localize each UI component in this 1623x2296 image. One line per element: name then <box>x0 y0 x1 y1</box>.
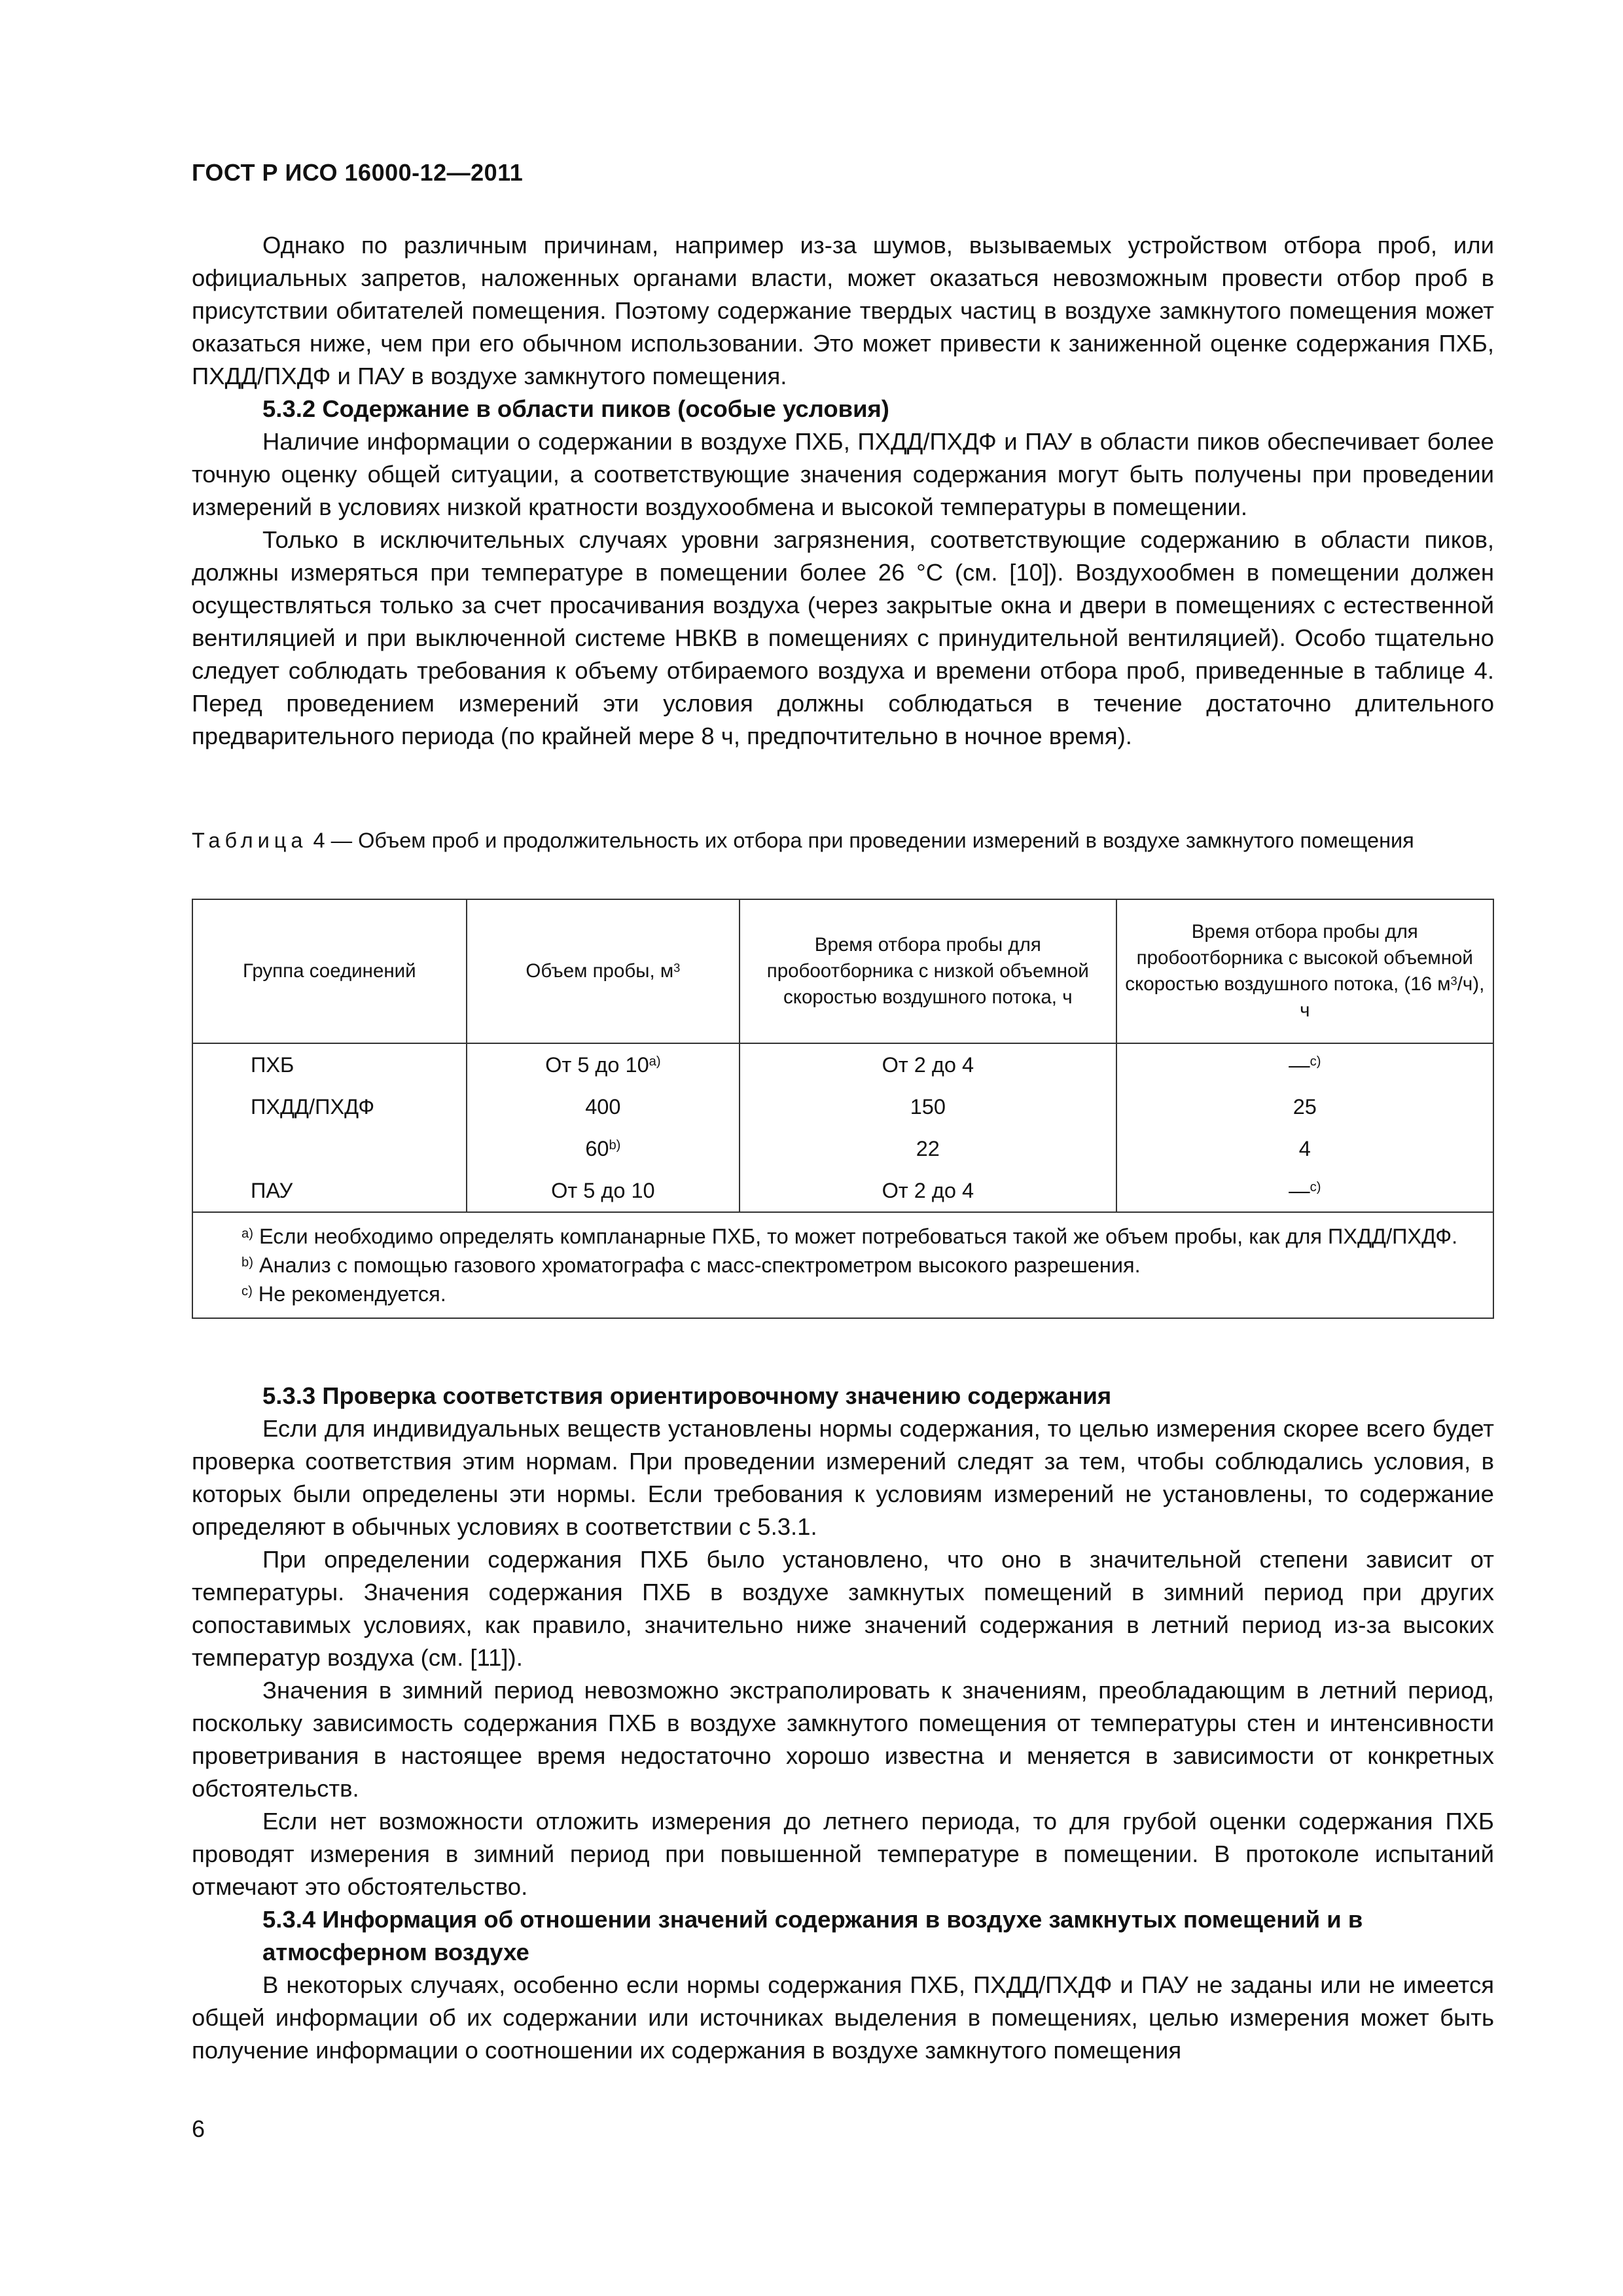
footnote-a: $^{a)}$ Если необходимо определять компланарные ПХБ, то может потребоваться такой же объем пробы, как для ПХДД/ПХДФ. <box>241 1225 1458 1248</box>
table-row <box>192 1128 1493 1170</box>
cell-high-flow: —$^{c)}$ <box>1116 1170 1493 1212</box>
header-high-flow: Время отбора пробы для пробоотборника с высокой объемной скоростью воздушного потока, (16 $м^3/ч$), ч <box>1116 899 1493 1043</box>
cell-low-flow: От 2 до 4 <box>740 1170 1116 1212</box>
section-5-3-4-heading: 5.3.4 Информация об отношении значений содержания в воздухе замкнутых помещений и в атмосферном воздухе <box>262 1906 1363 1965</box>
table-4-caption <box>192 826 1494 855</box>
section-5-3-2-paragraph-1: Наличие информации о содержании в воздухе ПХБ, ПХДД/ПХДФ и ПАУ в области пиков обеспечивает более точную оценку общей ситуации, а соответствующие значения содержания могут быть получены при проведении измерений в условиях низкой кратности воздухообмена и высокой температуры в помещении. <box>192 428 1494 520</box>
page-number: 6 <box>192 2115 205 2142</box>
cell-low-flow: От 2 до 4 <box>740 1043 1116 1086</box>
footnote-b: $^{b)}$ Анализ с помощью газового хроматографа с масс-спектрометром высокого разрешения. <box>241 1253 1141 1277</box>
table-header-row <box>192 899 1493 1043</box>
table-row <box>192 1170 1493 1212</box>
section-5-3-3-paragraph-1: Если для индивидуальных веществ установлены нормы содержания, то целью измерения скорее всего будет проверка соответствия этим нормам. При проведении измерений следят за тем, чтобы соблюдались условия, в которых были определены эти нормы. Если требования к условиям измерений не установлены, то содержание определяют в обычных условиях в соответствии с 5.3.1. <box>192 1415 1494 1540</box>
footnote-c: $^{c)}$ Не рекомендуется. <box>241 1282 446 1306</box>
header-volume: Объем пробы, $м^3$ <box>467 899 740 1043</box>
cell-volume: От 5 до 10$^{a)}$ <box>467 1043 740 1086</box>
header-group: Группа соединений <box>192 899 467 1043</box>
cell-volume: 60$^{b)}$ <box>467 1128 740 1170</box>
cell-group <box>192 1128 467 1170</box>
text-block-bottom <box>192 1380 1494 2067</box>
cell-group: ПХБ <box>192 1043 467 1086</box>
table-footnotes <box>192 1212 1493 1318</box>
cell-high-flow: 25 <box>1116 1086 1493 1128</box>
text-block-top <box>192 229 1494 753</box>
section-5-3-3-paragraph-3: Значения в зимний период невозможно экстраполировать к значениям, преобладающим в летний период, поскольку зависимость содержания ПХБ в воздухе замкнутого помещения от температуры стен и интенсивности проветривания в настоящее время недостаточно хорошо известна и меняется в зависимости от конкретных обстоятельств. <box>192 1677 1494 1802</box>
section-5-3-3-heading: 5.3.3 Проверка соответствия ориентировочному значению содержания <box>262 1382 1112 1409</box>
cell-volume: 400 <box>467 1086 740 1128</box>
intro-paragraph: Однако по различным причинам, например из-за шумов, вызываемых устройством отбора проб, или официальных запретов, наложенных органами власти, может оказаться невозможным провести отбор проб в присутствии обитателей помещения. Поэтому содержание твердых частиц в воздухе замкнутого помещения может оказаться ниже, чем при его обычном использовании. Это может привести к заниженной оценке содержания ПХБ, ПХДД/ПХДФ и ПАУ в воздухе замкнутого помещения. <box>192 232 1494 389</box>
table-4 <box>192 899 1494 1319</box>
table-footnotes-row <box>192 1212 1493 1318</box>
table-4-label: Таблица <box>192 829 308 852</box>
section-5-3-4-paragraph-1: В некоторых случаях, особенно если нормы содержания ПХБ, ПХДД/ПХДФ и ПАУ не заданы или не имеется общей информации об их содержании или источниках выделения в помещениях, целью измерения может быть получение информации о соотношении их содержания в воздухе замкнутого помещения <box>192 1971 1494 2064</box>
cell-high-flow: 4 <box>1116 1128 1493 1170</box>
cell-low-flow: 22 <box>740 1128 1116 1170</box>
cell-high-flow: —$^{c)}$ <box>1116 1043 1493 1086</box>
table-row <box>192 1086 1493 1128</box>
section-5-3-3-paragraph-2: При определении содержания ПХБ было установлено, что оно в значительной степени зависит от температуры. Значения содержания ПХБ в воздухе замкнутых помещений в зимний период при других сопоставимых условиях, как правило, значительно ниже значений содержания в летний период из-за высоких температур воздуха (см. [11]). <box>192 1546 1494 1671</box>
table-row <box>192 1043 1493 1086</box>
table-4-caption-text: 4 — Объем проб и продолжительность их отбора при проведении измерений в воздухе замкнутого помещения <box>307 829 1414 852</box>
cell-group: ПХДД/ПХДФ <box>192 1086 467 1128</box>
section-5-3-3-paragraph-4: Если нет возможности отложить измерения до летнего периода, то для грубой оценки содержания ПХБ проводят измерения в зимний период при повышенной температуре в помещении. В протоколе испытаний отмечают это обстоятельство. <box>192 1808 1494 1900</box>
document-header: ГОСТ Р ИСО 16000-12—2011 <box>192 159 524 186</box>
cell-group: ПАУ <box>192 1170 467 1212</box>
cell-volume: От 5 до 10 <box>467 1170 740 1212</box>
header-low-flow: Время отбора пробы для пробоотборника с низкой объемной скоростью воздушного потока, ч <box>740 899 1116 1043</box>
section-5-3-2-paragraph-2: Только в исключительных случаях уровни загрязнения, соответствующие содержанию в области пиков, должны измеряться при температуре в помещении более 26 °С (см. [10]). Воздухообмен в помещении должен осуществляться только за счет просачивания воздуха (через закрытые окна и двери в помещениях с естественной вентиляцией и при выключенной системе НВКВ в помещениях с принудительной вентиляцией). Особо тщательно следует соблюдать требования к объему отбираемого воздуха и времени отбора проб, приведенные в таблице 4. Перед проведением измерений эти условия должны соблюдаться в течение достаточно длительного предварительного периода (по крайней мере 8 ч, предпочтительно в ночное время). <box>192 526 1494 749</box>
section-5-3-2-heading: 5.3.2 Содержание в области пиков (особые условия) <box>262 395 889 422</box>
cell-low-flow: 150 <box>740 1086 1116 1128</box>
